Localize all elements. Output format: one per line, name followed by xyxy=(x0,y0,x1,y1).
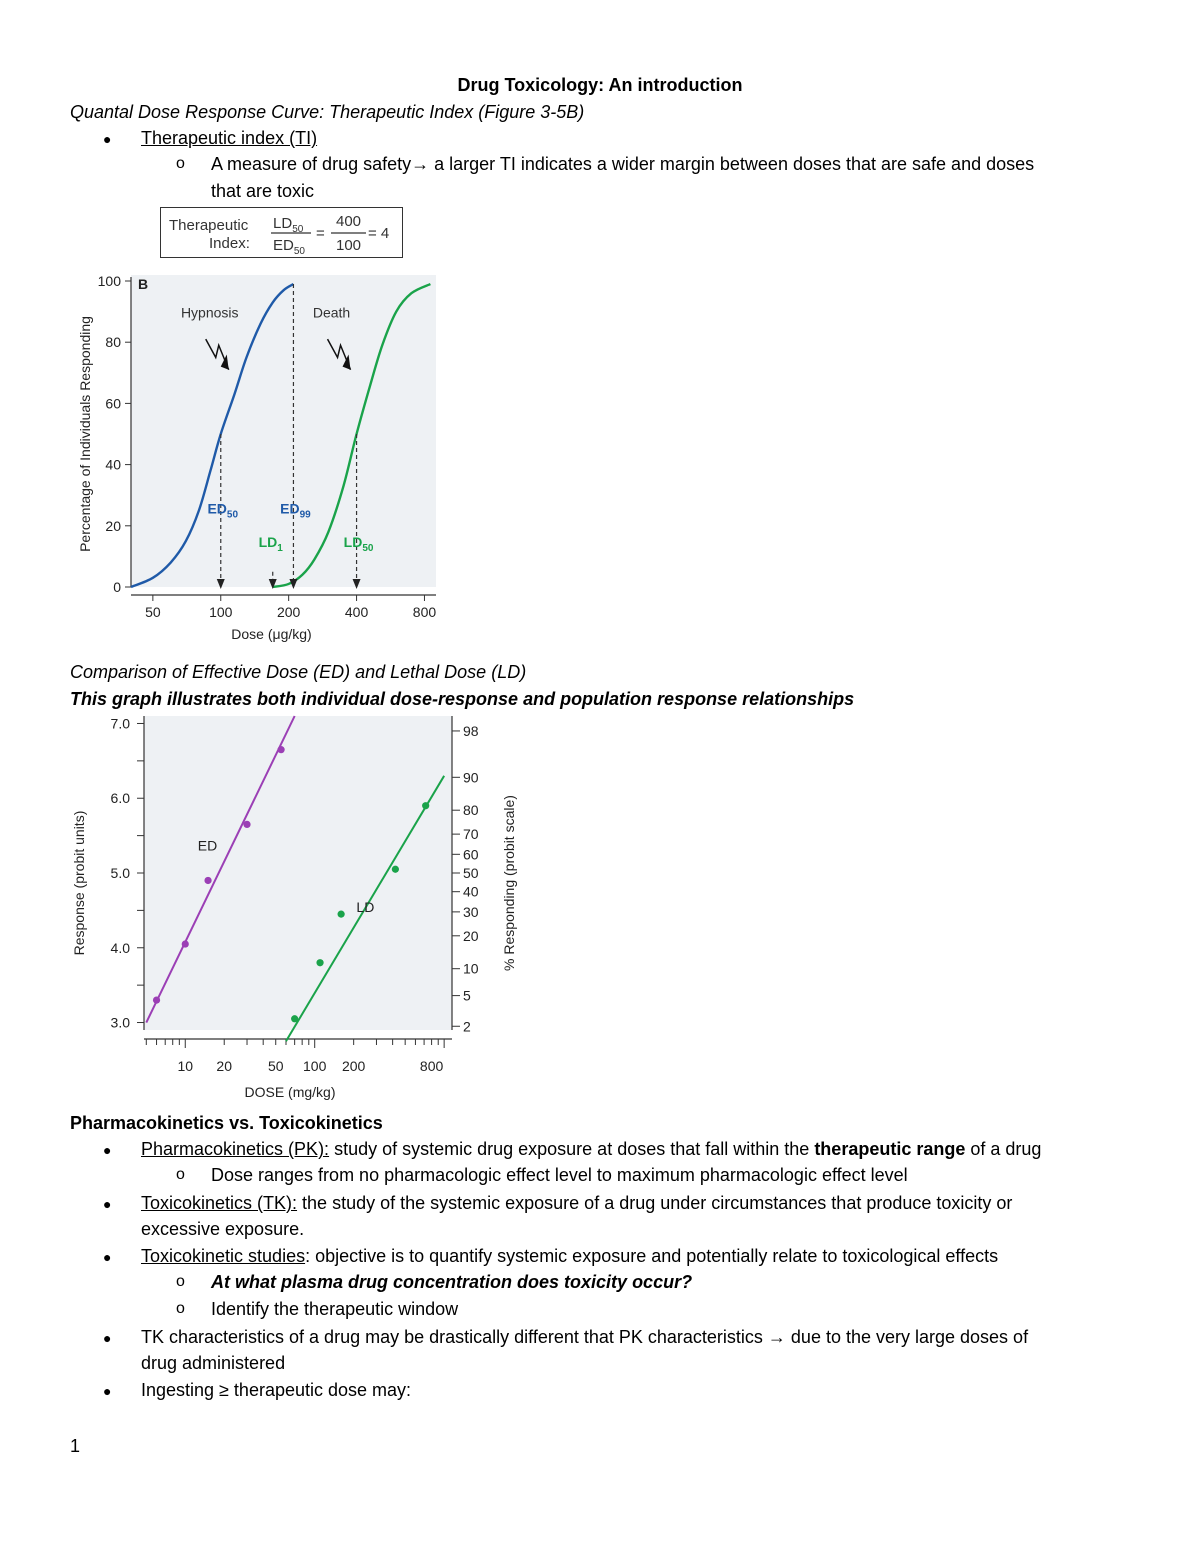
tk-definition-line1: Toxicokinetics (TK): the study of the systemic exposure of a drug under circumstances that produce toxicity or xyxy=(141,1193,1013,1213)
y-tick-label: 3.0 xyxy=(110,1014,130,1031)
therapeutic-index-formula xyxy=(160,207,403,258)
y2-tick-label: 70 xyxy=(463,826,479,843)
tk-studies-sub1: At what plasma drug concentration does toxicity occur? xyxy=(211,1272,693,1292)
annotation-ld1: $LD_1$ xyxy=(258,534,283,555)
tk-studies-sub2: Identify the therapeutic window xyxy=(211,1299,459,1319)
sub-bullet-glyph: o xyxy=(176,155,185,172)
y-tick-label: 40 xyxy=(105,456,121,473)
annotation-ld50: $LD_{50}$ xyxy=(343,534,374,555)
ed-data-point xyxy=(153,996,160,1003)
pk-sub-text: Dose ranges from no pharmacologic effect level to maximum pharmacologic effect level xyxy=(211,1165,908,1185)
tk-definition-line2: excessive exposure. xyxy=(141,1219,305,1239)
x-tick-label: 800 xyxy=(419,1058,444,1074)
ti-label-line2: Index: xyxy=(209,235,250,252)
series-label-ld: LD xyxy=(356,898,375,915)
x-tick-label: 50 xyxy=(145,604,161,620)
y-tick-label: 0 xyxy=(113,579,121,595)
ed-data-point xyxy=(204,877,211,884)
ed-data-point xyxy=(182,940,189,947)
ti-denominator-value: 100 xyxy=(336,237,362,254)
ingest-text: Ingesting ≥ therapeutic dose may: xyxy=(141,1380,412,1400)
series-label-death: Death xyxy=(312,304,351,321)
x-tick-label: 400 xyxy=(344,604,369,620)
y2-tick-label: 60 xyxy=(463,846,479,863)
ld-data-point xyxy=(291,1015,298,1022)
ti-sub-line2: that are toxic xyxy=(211,181,315,201)
ti-equals: = xyxy=(316,225,325,242)
tk-studies-text: Toxicokinetic studies: objective is to quantify systemic exposure and potentially relate to toxicological effects xyxy=(141,1246,999,1266)
document-title: Drug Toxicology: An introduction xyxy=(457,75,743,95)
y2-tick-label: 50 xyxy=(463,865,479,881)
y2-tick-label: 98 xyxy=(463,722,479,739)
y-tick-label: 6.0 xyxy=(110,790,130,807)
y2-tick-label: 30 xyxy=(463,903,479,920)
y2-tick-label: 90 xyxy=(463,769,479,786)
x-tick-label: 200 xyxy=(341,1058,366,1074)
bullet-glyph: ● xyxy=(103,1249,112,1265)
ti-denominator-symbol: $ED_{50}$ xyxy=(273,237,305,257)
y-tick-label: 100 xyxy=(97,273,121,289)
ed-data-point xyxy=(243,821,250,828)
page-number: 1 xyxy=(70,1436,81,1456)
sub-bullet-glyph: o xyxy=(176,1273,185,1290)
ti-result: = 4 xyxy=(368,225,390,242)
ti-label-line1: Therapeutic xyxy=(169,217,249,234)
quantal-dose-response-chart xyxy=(70,265,450,640)
x-tick-label: 10 xyxy=(177,1058,194,1074)
ti-numerator-symbol: $LD_{50}$ xyxy=(273,215,304,235)
bullet-glyph: ● xyxy=(103,1330,112,1346)
ed-data-point xyxy=(277,746,284,753)
y2-tick-label: 80 xyxy=(463,802,479,819)
section-heading-quantal: Quantal Dose Response Curve: Therapeutic Index (Figure 3-5B) xyxy=(70,102,585,122)
x-tick-label: 50 xyxy=(267,1058,284,1074)
y-tick-label: 4.0 xyxy=(110,939,130,956)
ti-formula-svg xyxy=(161,208,404,259)
ld-data-point xyxy=(392,866,399,873)
y-tick-label: 7.0 xyxy=(110,715,130,732)
y-axis-label: Percentage of Individuals Responding xyxy=(77,316,93,552)
x-tick-label: 20 xyxy=(216,1058,233,1074)
y2-tick-label: 2 xyxy=(463,1018,471,1035)
ti-bullet-text: Therapeutic index (TI) xyxy=(141,128,318,148)
x-tick-label: 800 xyxy=(412,604,437,620)
y2-tick-label: 5 xyxy=(463,987,471,1004)
ti-numerator-value: 400 xyxy=(336,213,362,230)
y-tick-label: 5.0 xyxy=(110,865,130,881)
panel-label: B xyxy=(138,276,149,292)
ti-sub-line1: A measure of drug safety→ a larger TI indicates a wider margin between doses that are safe and doses xyxy=(211,154,1035,174)
y2-tick-label: 10 xyxy=(463,960,479,977)
y-axis-label: Response (probit units) xyxy=(71,810,87,956)
sub-bullet-glyph: o xyxy=(176,1166,185,1183)
series-label-hypnosis: Hypnosis xyxy=(180,304,239,321)
ld-data-point xyxy=(316,959,323,966)
y-tick-label: 60 xyxy=(105,395,121,412)
plot-area xyxy=(144,716,452,1030)
section-subheading-ed-ld: This graph illustrates both individual dose-response and population response relationships xyxy=(70,689,855,709)
x-axis-label: DOSE (mg/kg) xyxy=(244,1084,336,1100)
y-tick-label: 20 xyxy=(105,517,121,534)
x-axis-label: Dose (μg/kg) xyxy=(231,626,312,642)
bullet-glyph: ● xyxy=(103,1142,112,1158)
bullet-glyph: ● xyxy=(103,1196,112,1212)
probit-dose-response-chart xyxy=(68,712,528,1100)
section-heading-ed-ld: Comparison of Effective Dose (ED) and Lethal Dose (LD) xyxy=(70,662,527,682)
y2-axis-label: % Responding (probit scale) xyxy=(501,795,517,971)
tk-difference-line1: TK characteristics of a drug may be drastically different that PK characteristics → due to the very large doses of xyxy=(141,1327,1029,1347)
y2-tick-label: 40 xyxy=(463,883,479,900)
ld-data-point xyxy=(338,911,345,918)
tk-difference-line2: drug administered xyxy=(141,1353,286,1373)
y2-tick-label: 20 xyxy=(463,927,479,944)
y-tick-label: 80 xyxy=(105,334,121,351)
x-tick-label: 100 xyxy=(209,604,233,620)
sub-bullet-glyph: o xyxy=(176,1300,185,1317)
x-tick-label: 100 xyxy=(303,1058,327,1074)
section-heading-pk-tk: Pharmacokinetics vs. Toxicokinetics xyxy=(70,1113,383,1133)
annotation-ed99: $ED_{99}$ xyxy=(280,500,311,521)
bullet-glyph: ● xyxy=(103,1383,112,1399)
pk-definition: Pharmacokinetics (PK): study of systemic drug exposure at doses that fall within the therapeutic range of a drug xyxy=(141,1139,1042,1159)
x-tick-label: 200 xyxy=(276,604,301,620)
series-label-ed: ED xyxy=(197,837,218,854)
annotation-ed50: $ED_{50}$ xyxy=(207,500,239,521)
bullet-glyph: ● xyxy=(103,131,112,147)
ld-data-point xyxy=(422,802,429,809)
